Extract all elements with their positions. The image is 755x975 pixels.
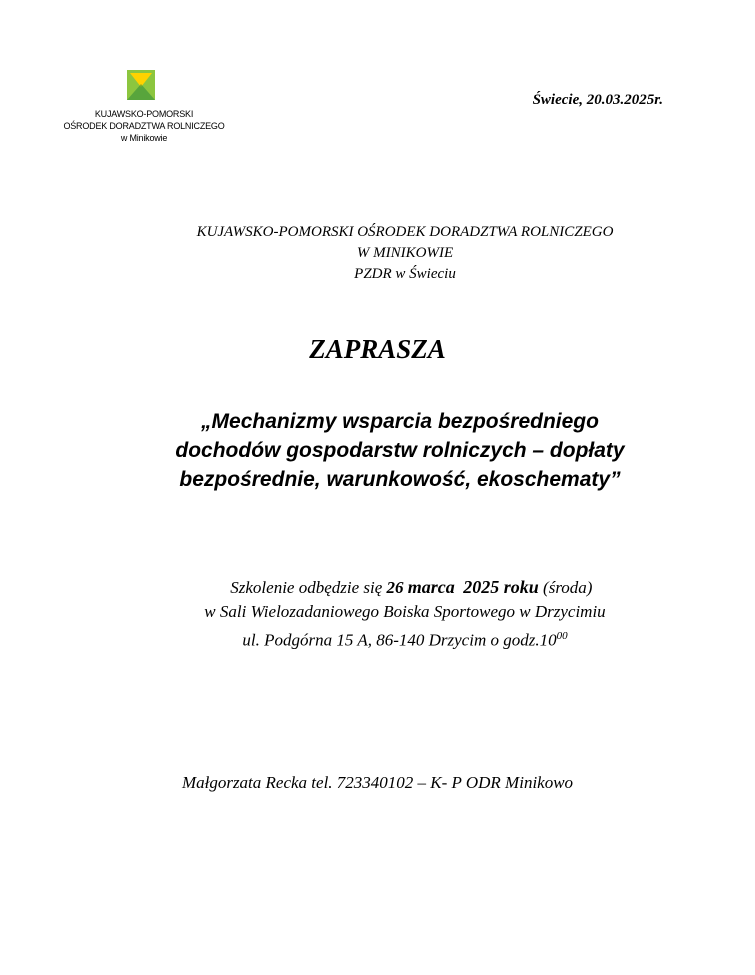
event-details (100, 575, 710, 653)
event-prefix: Szkolenie odbędzie się (230, 578, 383, 597)
organizer-line-1: KUJAWSKO-POMORSKI OŚRODEK DORADZTWA ROLNICZEGO (196, 224, 614, 240)
event-year: 2025 roku (463, 577, 539, 597)
invite-heading: ZAPRASZA (309, 334, 446, 364)
organizer-block (110, 222, 700, 285)
training-title-line-1: „Mechanizmy wsparcia bezpośredniego (201, 410, 599, 433)
logo-line-3: w Minikowie (120, 133, 168, 143)
training-title (60, 407, 740, 494)
document-date: Świecie, 20.03.2025r. (532, 92, 663, 108)
event-month: marca (407, 577, 455, 597)
organizer-line-3: PZDR w Świeciu (354, 266, 456, 282)
training-title-line-2: dochodów gospodarstw rolniczych – dopłaty (175, 439, 625, 462)
event-address: ul. Podgórna 15 A, 86-140 Drzycim o godz. (242, 630, 540, 650)
organizer-line-2: W MINIKOWIE (356, 245, 454, 261)
logo-line-1: KUJAWSKO-POMORSKI (94, 109, 194, 119)
contact-info: Małgorzata Recka tel. 723340102 – K- P ODR Minikowo (181, 773, 574, 792)
kpodr-logo-icon (127, 70, 155, 100)
event-minutes: 00 (556, 630, 568, 642)
training-title-line-3: bezpośrednie, warunkowość, ekoschematy” (179, 468, 621, 491)
event-address-line (100, 624, 710, 653)
event-venue: w Sali Wielozadaniowego Boiska Sportowego w Drzycimiu (204, 602, 606, 621)
logo-line-2: OŚRODEK DORADZTWA ROLNICZEGO (63, 121, 225, 131)
logo-text (54, 108, 234, 144)
event-hour: 10 (539, 630, 557, 650)
event-date-line (100, 575, 710, 600)
event-weekday: (środa) (543, 578, 593, 597)
event-day: 26 (386, 578, 404, 597)
